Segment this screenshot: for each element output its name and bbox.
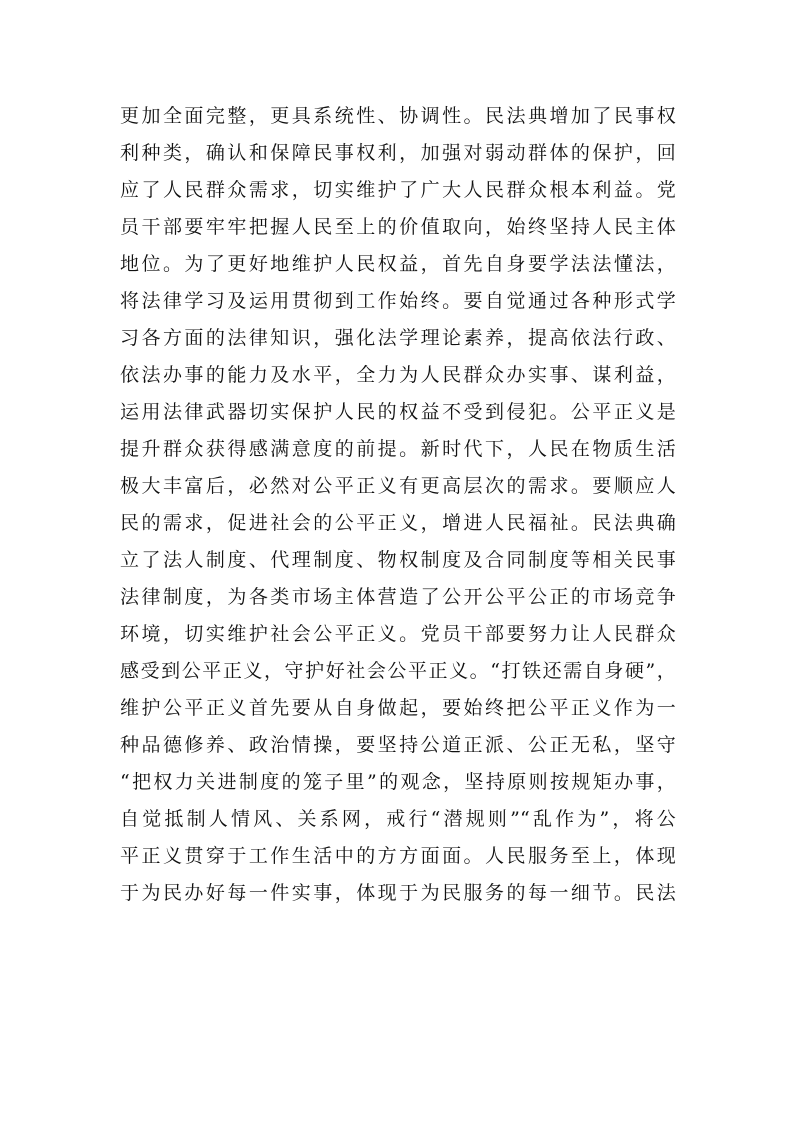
- text-line-22: 于为民办好每一件实事，体现于为民服务的每一细节。民法: [120, 882, 676, 904]
- text-line-12: 民的需求，促进社会的公平正义，增进人民福祉。民法典确: [120, 512, 676, 534]
- text-line-14: 法律制度，为各类市场主体营造了公开公平公正的市场竞争: [120, 586, 676, 608]
- text-line-10: 提升群众获得感满意度的前提。新时代下，人民在物质生活: [120, 438, 676, 460]
- text-line-1: 更加全面完整，更具系统性、协调性。民法典增加了民事权: [120, 105, 676, 127]
- text-line-11: 极大丰富后，必然对公平正义有更高层次的需求。要顺应人: [120, 475, 676, 497]
- text-line-18: 种品德修养、政治情操，要坚持公道正派、公正无私，坚守: [120, 734, 676, 756]
- text-line-5: 地位。为了更好地维护人民权益，首先自身要学法法懂法，: [120, 253, 676, 275]
- text-line-7: 习各方面的法律知识，强化法学理论素养，提高依法行政、: [120, 327, 676, 349]
- text-line-4: 员干部要牢牢把握人民至上的价值取向，始终坚持人民主体: [120, 216, 676, 238]
- text-line-16: 感受到公平正义，守护好社会公平正义。“打铁还需自身硬”，: [120, 660, 676, 682]
- text-line-2: 利种类，确认和保障民事权利，加强对弱动群体的保护，回: [120, 142, 676, 164]
- text-line-21: 平正义贯穿于工作生活中的方方面面。人民服务至上，体现: [120, 845, 676, 867]
- text-line-8: 依法办事的能力及水平，全力为人民群众办实事、谋利益，: [120, 364, 676, 386]
- text-line-13: 立了法人制度、代理制度、物权制度及合同制度等相关民事: [120, 549, 676, 571]
- text-line-15: 环境，切实维护社会公平正义。党员干部要努力让人民群众: [120, 623, 676, 645]
- text-line-19: “把权力关进制度的笼子里”的观念，坚持原则按规矩办事，: [120, 771, 676, 793]
- text-line-9: 运用法律武器切实保护人民的权益不受到侵犯。公平正义是: [120, 401, 676, 423]
- text-line-3: 应了人民群众需求，切实维护了广大人民群众根本利益。党: [120, 179, 676, 201]
- body-text: [120, 98, 676, 912]
- text-line-6: 将法律学习及运用贯彻到工作始终。要自觉通过各种形式学: [120, 290, 676, 312]
- text-line-20: 自觉抵制人情风、关系网，戒行“潜规则”“乱作为”，将公: [120, 808, 676, 830]
- text-line-17: 维护公平正义首先要从自身做起，要始终把公平正义作为一: [120, 697, 676, 719]
